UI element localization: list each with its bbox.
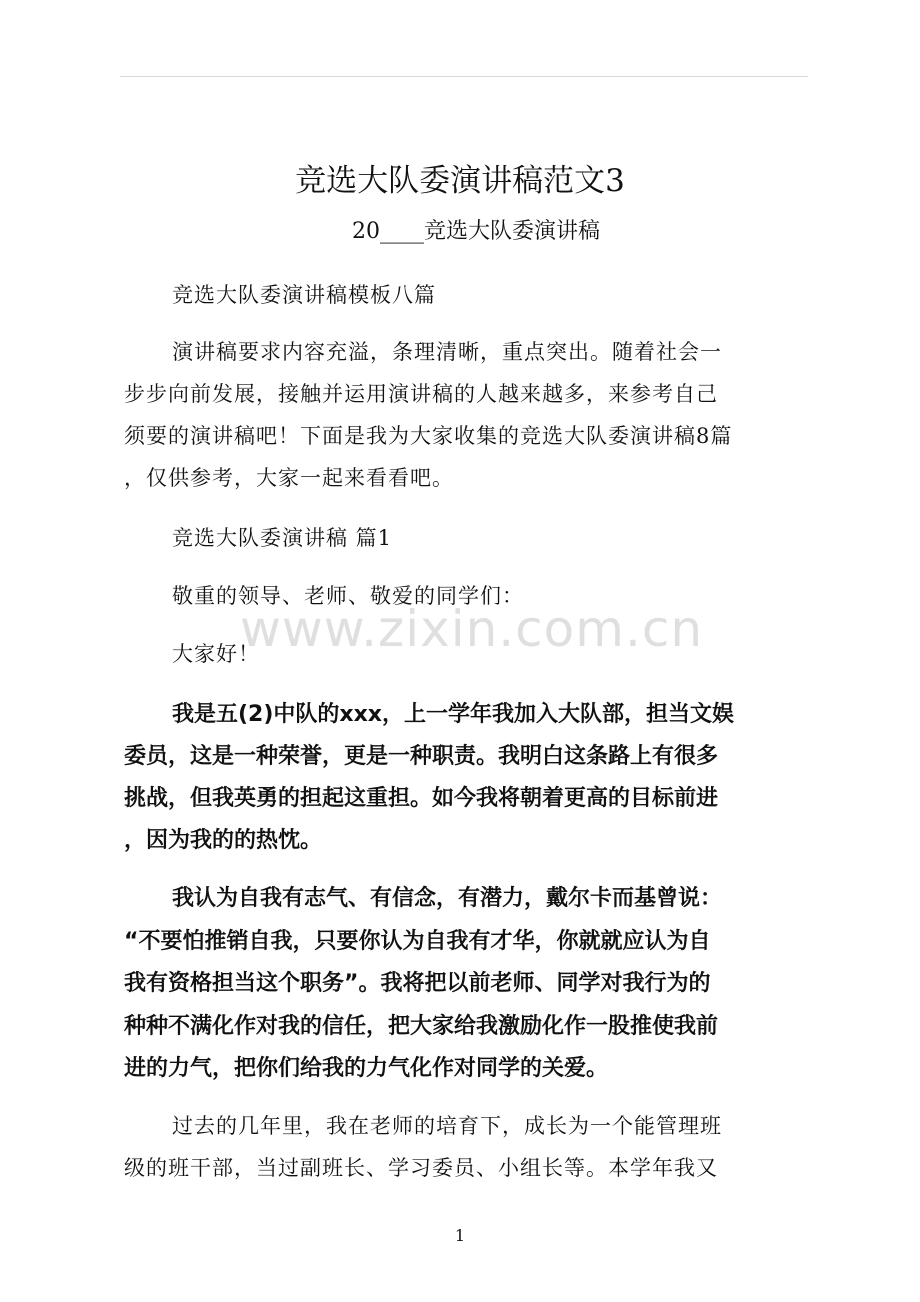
paragraph-line: ，因为我的的热忱。 (124, 828, 323, 853)
paragraph-line: 我认为自我有志气、有信念，有潜力，戴尔卡而基曾说： (172, 886, 723, 911)
paragraph-line: 种种不满化作对我的信任，把大家给我激励化作一股推使我前 (124, 1014, 719, 1039)
document-subtitle: 20____竞选大队委演讲稿 (352, 219, 600, 244)
header-divider (120, 76, 808, 77)
paragraph-line: ，仅供参考，大家一起来看看吧。 (124, 466, 454, 490)
paragraph-heading: 竞选大队委演讲稿模板八篇 (172, 283, 436, 307)
section-heading: 竞选大队委演讲稿 篇1 (172, 526, 393, 550)
paragraph-line: 步步向前发展，接触并运用演讲稿的人越来越多，来参考自己 (124, 382, 718, 406)
paragraph-line: 挑战，但我英勇的担起这重担。如今我将朝着更高的目标前进 (124, 786, 719, 811)
paragraph-line: 级的班干部，当过副班长、学习委员、小组长等。本学年我又 (124, 1156, 718, 1180)
watermark: www.zixin.com.cn (240, 600, 704, 658)
paragraph-line: 演讲稿要求内容充溢，条理清晰，重点突出。随着社会一 (172, 340, 722, 364)
paragraph-line: 过去的几年里，我在老师的培育下，成长为一个能管理班 (172, 1114, 722, 1138)
paragraph-line: “不要怕推销自我，只要你认为自我有才华，你就就应认为自 (124, 929, 711, 954)
document-title: 竞选大队委演讲稿范文3 (295, 163, 625, 199)
salutation: 敬重的领导、老师、敬爱的同学们： (172, 584, 524, 608)
paragraph-line: 进的力气，把你们给我的力气化作对同学的关爱。 (124, 1056, 609, 1081)
page-number: 1 (454, 1226, 466, 1245)
paragraph-line: 委员，这是一种荣誉，更是一种职责。我明白这条路上有很多 (124, 744, 719, 769)
paragraph-line: 我有资格担当这个职务”。我将把以前老师、同学对我行为的 (124, 971, 711, 996)
paragraph-line: 我是五(2)中队的xxx，上一学年我加入大队部，担当文娱 (172, 702, 734, 727)
greeting: 大家好！ (172, 642, 260, 666)
paragraph-line: 须要的演讲稿吧！下面是我为大家收集的竞选大队委演讲稿8篇 (124, 424, 733, 448)
